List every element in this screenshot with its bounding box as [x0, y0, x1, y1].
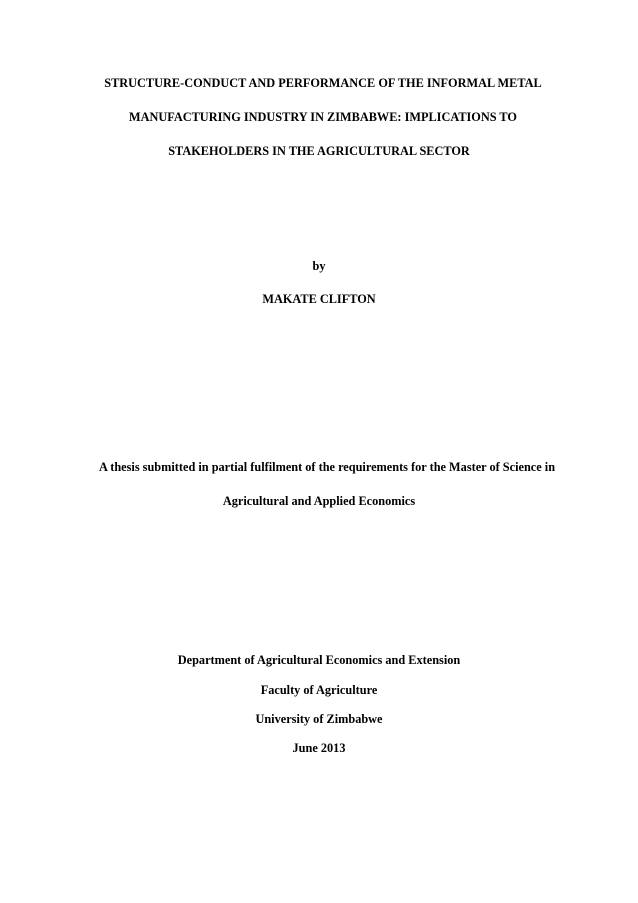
department-name: Department of Agricultural Economics and Extension [177, 653, 461, 667]
thesis-statement-line-2: Agricultural and Applied Economics [222, 494, 416, 508]
faculty-name: Faculty of Agriculture [260, 683, 378, 697]
title-line-2: MANUFACTURING INDUSTRY IN ZIMBABWE: IMPLICATIONS TO [129, 110, 517, 124]
university-name: University of Zimbabwe [255, 712, 383, 726]
author-name: MAKATE CLIFTON [262, 292, 376, 306]
thesis-statement-line-1: A thesis submitted in partial fulfilment of the requirements for the Master of Science in [98, 460, 556, 474]
submission-date: June 2013 [292, 741, 346, 755]
title-line-1: STRUCTURE-CONDUCT AND PERFORMANCE OF THE INFORMAL METAL [104, 76, 542, 90]
by-label: by [312, 259, 326, 273]
title-line-3: STAKEHOLDERS IN THE AGRICULTURAL SECTOR [168, 144, 470, 158]
